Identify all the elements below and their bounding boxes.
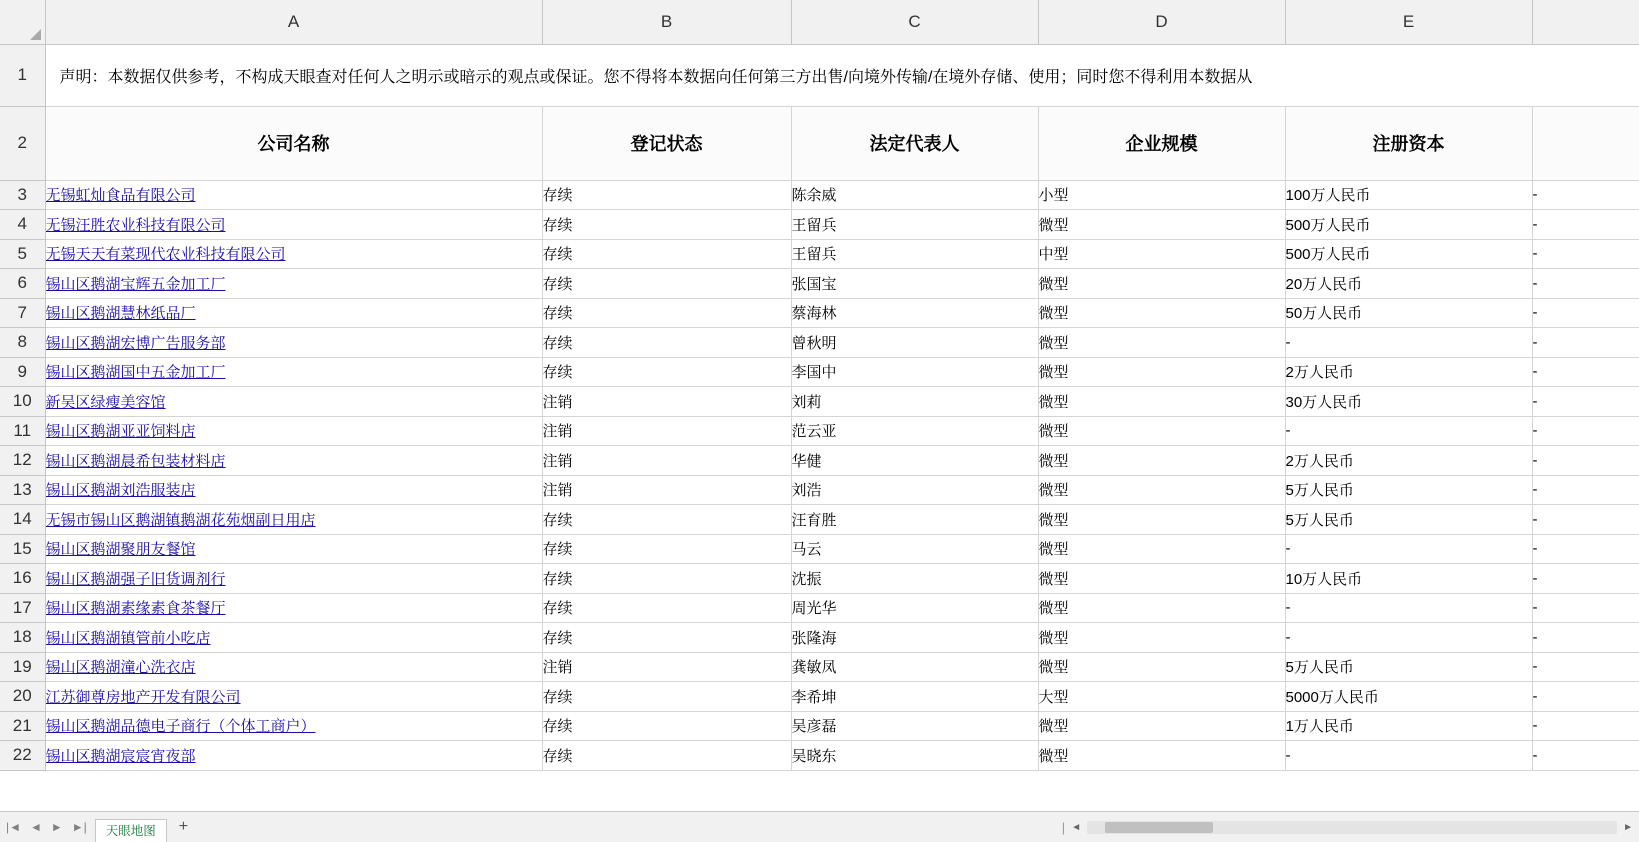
table-row (0, 534, 1639, 564)
legal-representative-cell[interactable]: 吴晓东 (791, 741, 1038, 771)
row-header[interactable]: 18 (0, 623, 45, 653)
table-row (0, 505, 1639, 535)
extra-cell[interactable]: - (1532, 180, 1639, 210)
table-row (0, 180, 1639, 210)
enterprise-scale-cell[interactable]: 微型 (1038, 593, 1285, 623)
row-header[interactable]: 22 (0, 741, 45, 771)
company-name-cell[interactable]: 锡山区鹅湖宸宸宵夜部 (45, 741, 542, 771)
enterprise-scale-cell[interactable]: 微型 (1038, 564, 1285, 594)
horizontal-scrollbar-thumb[interactable] (1105, 822, 1213, 833)
registration-status-cell[interactable]: 存续 (542, 623, 791, 653)
company-name-cell[interactable]: 新吴区绿瘦美容馆 (45, 387, 542, 417)
legal-representative-cell[interactable]: 周光华 (791, 593, 1038, 623)
registration-status-cell[interactable]: 存续 (542, 239, 791, 269)
registered-capital-cell[interactable]: 5000万人民币 (1285, 682, 1532, 712)
header-registered-capital[interactable]: 注册资本 (1285, 106, 1532, 180)
legal-representative-cell[interactable]: 李希坤 (791, 682, 1038, 712)
row-header[interactable]: 20 (0, 682, 45, 712)
table-row (0, 269, 1639, 299)
table-row (0, 298, 1639, 328)
legal-representative-cell[interactable]: 张国宝 (791, 269, 1038, 299)
last-page-icon[interactable]: ►| (71, 820, 87, 834)
row-header[interactable]: 9 (0, 357, 45, 387)
extra-cell[interactable]: - (1532, 711, 1639, 741)
corner-triangle-icon (30, 29, 41, 40)
legal-representative-cell[interactable]: 张隆海 (791, 623, 1038, 653)
row-1 (0, 44, 1639, 106)
registration-status-cell[interactable]: 存续 (542, 269, 791, 299)
header-company-name[interactable]: 公司名称 (45, 106, 542, 180)
select-all-corner[interactable] (0, 0, 45, 44)
registered-capital-cell[interactable]: - (1285, 623, 1532, 653)
company-name-cell[interactable]: 无锡天天有菜现代农业科技有限公司 (45, 239, 542, 269)
company-name-cell[interactable]: 锡山区鹅湖慧林纸品厂 (45, 298, 542, 328)
row-header[interactable]: 14 (0, 505, 45, 535)
legal-representative-cell[interactable]: 蔡海林 (791, 298, 1038, 328)
company-name-cell[interactable]: 无锡市锡山区鹅湖镇鹅湖花苑烟副日用店 (45, 505, 542, 535)
legal-representative-cell[interactable]: 李国中 (791, 357, 1038, 387)
registered-capital-cell[interactable]: 2万人民币 (1285, 357, 1532, 387)
legal-representative-cell[interactable]: 刘浩 (791, 475, 1038, 505)
registered-capital-cell[interactable]: 500万人民币 (1285, 210, 1532, 240)
extra-cell[interactable]: - (1532, 387, 1639, 417)
registered-capital-cell[interactable]: 10万人民币 (1285, 564, 1532, 594)
column-header-c[interactable]: C (791, 0, 1038, 44)
enterprise-scale-cell[interactable]: 中型 (1038, 239, 1285, 269)
enterprise-scale-cell[interactable]: 小型 (1038, 180, 1285, 210)
enterprise-scale-cell[interactable]: 微型 (1038, 741, 1285, 771)
company-name-cell[interactable]: 锡山区鹅湖品德电子商行（个体工商户） (45, 711, 542, 741)
scroll-left-arrow-icon[interactable]: ◄ (1071, 821, 1082, 833)
row-header[interactable]: 8 (0, 328, 45, 358)
extra-cell[interactable]: - (1532, 239, 1639, 269)
extra-cell[interactable]: - (1532, 298, 1639, 328)
enterprise-scale-cell[interactable]: 微型 (1038, 652, 1285, 682)
registration-status-cell[interactable]: 存续 (542, 682, 791, 712)
row-header[interactable]: 19 (0, 652, 45, 682)
company-name-cell[interactable]: 无锡汪胜农业科技有限公司 (45, 210, 542, 240)
table-row (0, 328, 1639, 358)
table-row (0, 416, 1639, 446)
extra-cell[interactable]: - (1532, 446, 1639, 476)
enterprise-scale-cell[interactable]: 微型 (1038, 210, 1285, 240)
enterprise-scale-cell[interactable]: 微型 (1038, 298, 1285, 328)
header-registration-status[interactable]: 登记状态 (542, 106, 791, 180)
registration-status-cell[interactable]: 存续 (542, 711, 791, 741)
grid-body (0, 44, 1639, 770)
row-header[interactable]: 11 (0, 416, 45, 446)
row-header-1[interactable]: 1 (0, 44, 45, 106)
registration-status-cell[interactable]: 存续 (542, 357, 791, 387)
header-extra-partial[interactable] (1532, 106, 1639, 180)
company-name-cell[interactable]: 江苏御尊房地产开发有限公司 (45, 682, 542, 712)
registered-capital-cell[interactable]: 500万人民币 (1285, 239, 1532, 269)
legal-representative-cell[interactable]: 王留兵 (791, 210, 1038, 240)
table-row (0, 623, 1639, 653)
registration-status-cell[interactable]: 存续 (542, 534, 791, 564)
registration-status-cell[interactable]: 注销 (542, 416, 791, 446)
registered-capital-cell[interactable]: - (1285, 534, 1532, 564)
column-header-b[interactable]: B (542, 0, 791, 44)
registration-status-cell[interactable]: 注销 (542, 387, 791, 417)
table-row (0, 682, 1639, 712)
table-row (0, 475, 1639, 505)
extra-cell[interactable]: - (1532, 505, 1639, 535)
company-name-cell[interactable]: 锡山区鹅湖素缘素食茶餐厅 (45, 593, 542, 623)
registration-status-cell[interactable]: 存续 (542, 298, 791, 328)
company-name-cell[interactable]: 锡山区鹅湖镇管前小吃店 (45, 623, 542, 653)
registered-capital-cell[interactable]: 30万人民币 (1285, 387, 1532, 417)
extra-cell[interactable]: - (1532, 269, 1639, 299)
registered-capital-cell[interactable]: - (1285, 741, 1532, 771)
legal-representative-cell[interactable]: 吴彦磊 (791, 711, 1038, 741)
enterprise-scale-cell[interactable]: 微型 (1038, 357, 1285, 387)
registration-status-cell[interactable]: 存续 (542, 328, 791, 358)
enterprise-scale-cell[interactable]: 微型 (1038, 475, 1285, 505)
extra-cell[interactable]: - (1532, 328, 1639, 358)
company-name-cell[interactable]: 无锡虹灿食品有限公司 (45, 180, 542, 210)
legal-representative-cell[interactable]: 沈振 (791, 564, 1038, 594)
legal-representative-cell[interactable]: 曾秋明 (791, 328, 1038, 358)
table-row (0, 741, 1639, 771)
legal-representative-cell[interactable]: 刘莉 (791, 387, 1038, 417)
next-page-icon[interactable]: ► (50, 820, 63, 834)
company-name-cell[interactable]: 锡山区鹅湖国中五金加工厂 (45, 357, 542, 387)
enterprise-scale-cell[interactable]: 微型 (1038, 269, 1285, 299)
legal-representative-cell[interactable]: 范云亚 (791, 416, 1038, 446)
row-header[interactable]: 15 (0, 534, 45, 564)
registration-status-cell[interactable]: 存续 (542, 564, 791, 594)
row-2 (0, 106, 1639, 180)
extra-cell[interactable]: - (1532, 593, 1639, 623)
registered-capital-cell[interactable]: - (1285, 328, 1532, 358)
legal-representative-cell[interactable]: 王留兵 (791, 239, 1038, 269)
legal-representative-cell[interactable]: 华健 (791, 446, 1038, 476)
registered-capital-cell[interactable]: 5万人民币 (1285, 475, 1532, 505)
enterprise-scale-cell[interactable]: 微型 (1038, 416, 1285, 446)
company-name-cell[interactable]: 锡山区鹅湖潼心洗衣店 (45, 652, 542, 682)
registered-capital-cell[interactable]: 100万人民币 (1285, 180, 1532, 210)
table-row (0, 564, 1639, 594)
horizontal-scroll-area (188, 820, 1639, 835)
row-header[interactable]: 3 (0, 180, 45, 210)
enterprise-scale-cell[interactable]: 微型 (1038, 387, 1285, 417)
extra-cell[interactable]: - (1532, 475, 1639, 505)
row-header[interactable]: 5 (0, 239, 45, 269)
legal-representative-cell[interactable]: 汪育胜 (791, 505, 1038, 535)
legal-representative-cell[interactable]: 龚敏凤 (791, 652, 1038, 682)
column-header-e[interactable]: E (1285, 0, 1532, 44)
header-legal-representative[interactable]: 法定代表人 (791, 106, 1038, 180)
registered-capital-cell[interactable]: 5万人民币 (1285, 505, 1532, 535)
enterprise-scale-cell[interactable]: 微型 (1038, 711, 1285, 741)
registration-status-cell[interactable]: 存续 (542, 180, 791, 210)
enterprise-scale-cell[interactable]: 微型 (1038, 534, 1285, 564)
prev-page-icon[interactable]: ◄ (30, 820, 42, 834)
legal-representative-cell[interactable]: 陈余威 (791, 180, 1038, 210)
row-header[interactable]: 16 (0, 564, 45, 594)
scroll-right-arrow-icon[interactable]: ► (1623, 821, 1633, 833)
sheet-tab-tianyan-map[interactable]: 天眼地图 (95, 819, 167, 842)
extra-cell[interactable]: - (1532, 210, 1639, 240)
company-name-cell[interactable]: 锡山区鹅湖刘浩服装店 (45, 475, 542, 505)
sheet-bottom-bar (0, 811, 1639, 842)
extra-cell[interactable]: - (1532, 534, 1639, 564)
extra-cell[interactable]: - (1532, 564, 1639, 594)
first-page-icon[interactable]: |◄ (6, 820, 21, 834)
row-header[interactable]: 13 (0, 475, 45, 505)
row-header[interactable]: 12 (0, 446, 45, 476)
extra-cell[interactable]: - (1532, 741, 1639, 771)
registered-capital-cell[interactable]: 1万人民币 (1285, 711, 1532, 741)
table-row (0, 357, 1639, 387)
table-row (0, 239, 1639, 269)
registered-capital-cell[interactable]: 20万人民币 (1285, 269, 1532, 299)
registration-status-cell[interactable]: 注销 (542, 475, 791, 505)
table-row (0, 593, 1639, 623)
registered-capital-cell[interactable]: 5万人民币 (1285, 652, 1532, 682)
extra-cell[interactable]: - (1532, 682, 1639, 712)
header-enterprise-scale[interactable]: 企业规模 (1038, 106, 1285, 180)
enterprise-scale-cell[interactable]: 微型 (1038, 328, 1285, 358)
table-row (0, 446, 1639, 476)
legal-representative-cell[interactable]: 马云 (791, 534, 1038, 564)
column-header-a[interactable]: A (45, 0, 542, 44)
row-header-2[interactable]: 2 (0, 106, 45, 180)
enterprise-scale-cell[interactable]: 微型 (1038, 446, 1285, 476)
company-name-cell[interactable]: 锡山区鹅湖宏博广告服务部 (45, 328, 542, 358)
registered-capital-cell[interactable]: 2万人民币 (1285, 446, 1532, 476)
registration-status-cell[interactable]: 存续 (542, 210, 791, 240)
company-name-cell[interactable]: 锡山区鹅湖强子旧货调剂行 (45, 564, 542, 594)
table-row (0, 210, 1639, 240)
enterprise-scale-cell[interactable]: 微型 (1038, 623, 1285, 653)
horizontal-scrollbar-track[interactable] (1087, 821, 1617, 834)
row-header[interactable]: 6 (0, 269, 45, 299)
registered-capital-cell[interactable]: - (1285, 416, 1532, 446)
enterprise-scale-cell[interactable]: 大型 (1038, 682, 1285, 712)
extra-cell[interactable]: - (1532, 357, 1639, 387)
notice-cell[interactable]: 声明：本数据仅供参考，不构成天眼查对任何人之明示或暗示的观点或保证。您不得将本数据向任何第三方出售/向境外传输/在境外存储、使用；同时您不得利用本数据从 (45, 44, 1639, 106)
registration-status-cell[interactable]: 存续 (542, 593, 791, 623)
company-name-cell[interactable]: 锡山区鹅湖聚朋友餐馆 (45, 534, 542, 564)
column-header-d[interactable]: D (1038, 0, 1285, 44)
company-name-cell[interactable]: 锡山区鹅湖晨希包装材料店 (45, 446, 542, 476)
company-name-cell[interactable]: 锡山区鹅湖亚亚饲料店 (45, 416, 542, 446)
registration-status-cell[interactable]: 注销 (542, 446, 791, 476)
table-row (0, 652, 1639, 682)
column-header-row (0, 0, 1639, 44)
company-name-cell[interactable]: 锡山区鹅湖宝辉五金加工厂 (45, 269, 542, 299)
scroll-separator-icon: | (1061, 819, 1066, 835)
add-sheet-button[interactable]: + (178, 818, 189, 835)
row-header[interactable]: 10 (0, 387, 45, 417)
enterprise-scale-cell[interactable]: 微型 (1038, 505, 1285, 535)
registration-status-cell[interactable]: 注销 (542, 652, 791, 682)
row-header[interactable]: 4 (0, 210, 45, 240)
row-header[interactable]: 17 (0, 593, 45, 623)
column-header-f-partial[interactable] (1532, 0, 1639, 44)
registered-capital-cell[interactable]: - (1285, 593, 1532, 623)
extra-cell[interactable]: - (1532, 623, 1639, 653)
table-row (0, 711, 1639, 741)
row-header[interactable]: 21 (0, 711, 45, 741)
registration-status-cell[interactable]: 存续 (542, 741, 791, 771)
sheet-nav-buttons (0, 821, 93, 833)
registration-status-cell[interactable]: 存续 (542, 505, 791, 535)
extra-cell[interactable]: - (1532, 416, 1639, 446)
extra-cell[interactable]: - (1532, 652, 1639, 682)
registered-capital-cell[interactable]: 50万人民币 (1285, 298, 1532, 328)
table-row (0, 387, 1639, 417)
row-header[interactable]: 7 (0, 298, 45, 328)
